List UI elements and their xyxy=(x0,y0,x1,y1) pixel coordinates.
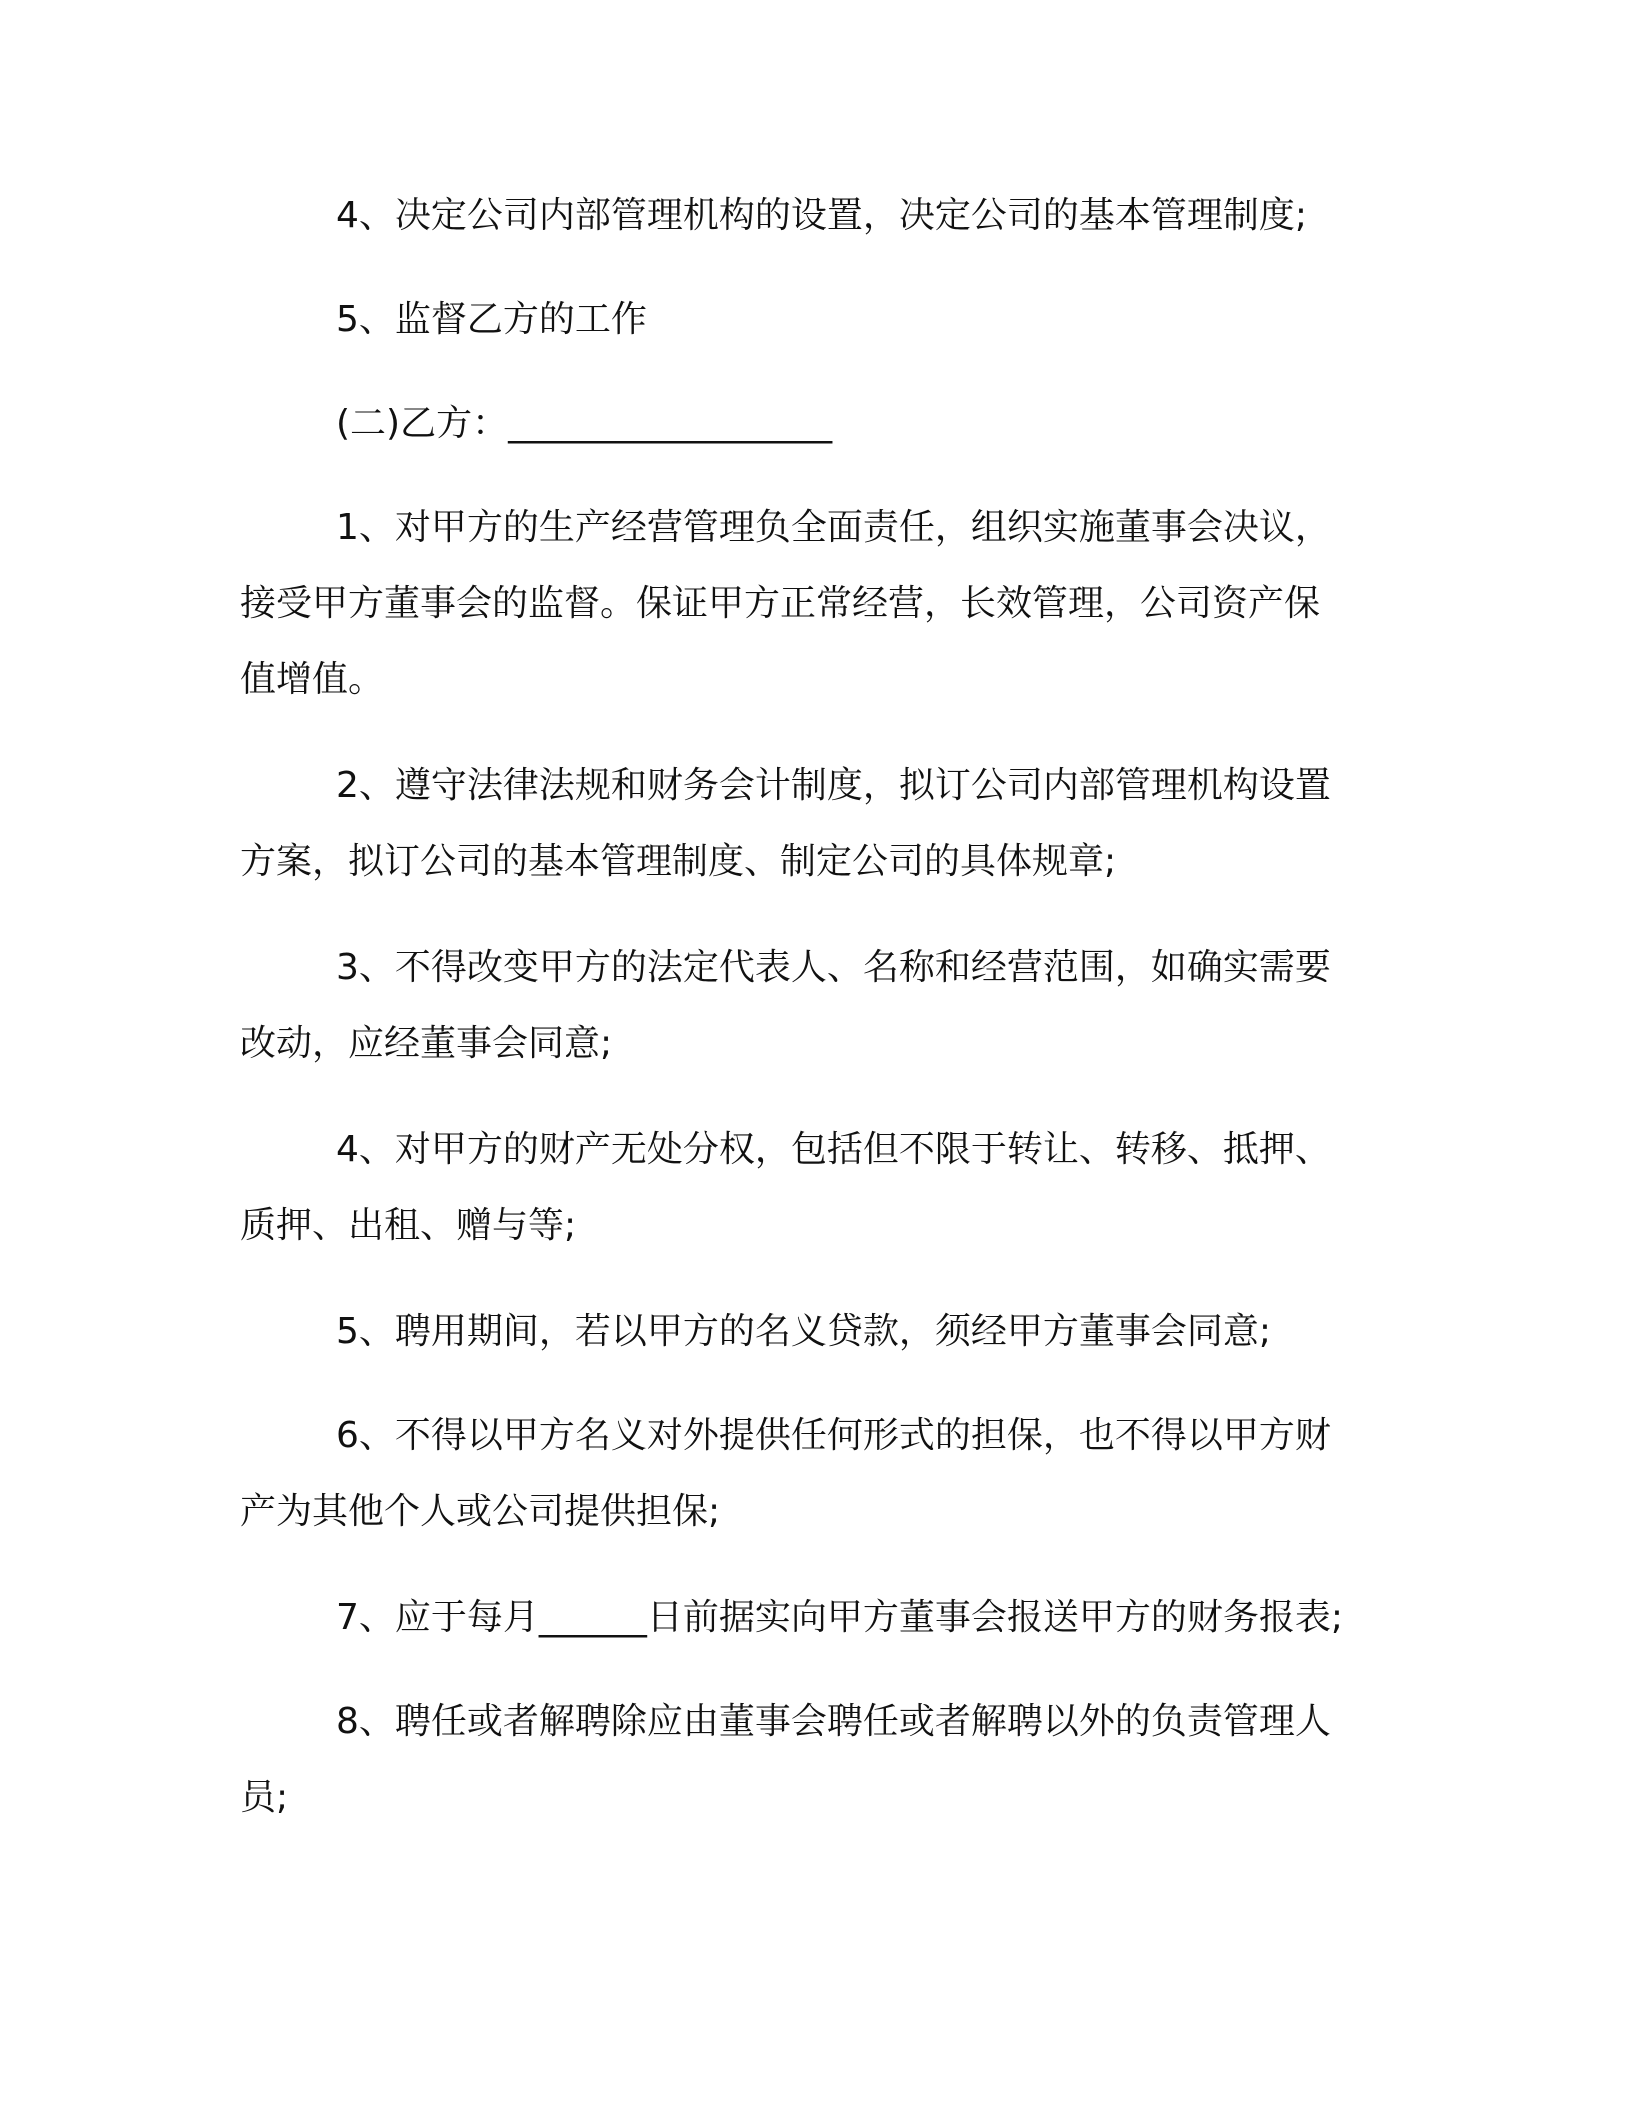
paragraph-8: 5、聘用期间，若以甲方的名义贷款，须经甲方董事会同意; xyxy=(336,1311,1272,1352)
paragraph-6: 3、不得改变甲方的法定代表人、名称和经营范围，如确实需要 改动，应经董事会同意; xyxy=(240,947,1331,1064)
paragraph-10: 7、应于每月______日前据实向甲方董事会报送甲方的财务报表; xyxy=(336,1597,1344,1638)
paragraph-11: 8、聘任或者解聘除应由董事会聘任或者解聘以外的负责管理人 员; xyxy=(240,1701,1331,1818)
paragraph-1: 4、决定公司内部管理机构的设置，决定公司的基本管理制度; xyxy=(336,195,1308,236)
paragraph-4: 1、对甲方的生产经营管理负全面责任，组织实施董事会决议， 接受甲方董事会的监督。保证甲方正常经营，长效管理，公司资产保 值增值。 xyxy=(240,507,1331,700)
paragraph-2: 5、监督乙方的工作 xyxy=(336,299,647,340)
paragraph-7: 4、对甲方的财产无处分权，包括但不限于转让、转移、抵押、 质押、出租、赠与等; xyxy=(240,1129,1331,1246)
paragraph-5: 2、遵守法律法规和财务会计制度，拟订公司内部管理机构设置 方案，拟订公司的基本管理制度、制定公司的具体规章; xyxy=(240,765,1331,882)
paragraph-3: (二)乙方：__________________ xyxy=(336,403,833,444)
paragraph-9: 6、不得以甲方名义对外提供任何形式的担保，也不得以甲方财 产为其他个人或公司提供担保; xyxy=(240,1415,1331,1532)
